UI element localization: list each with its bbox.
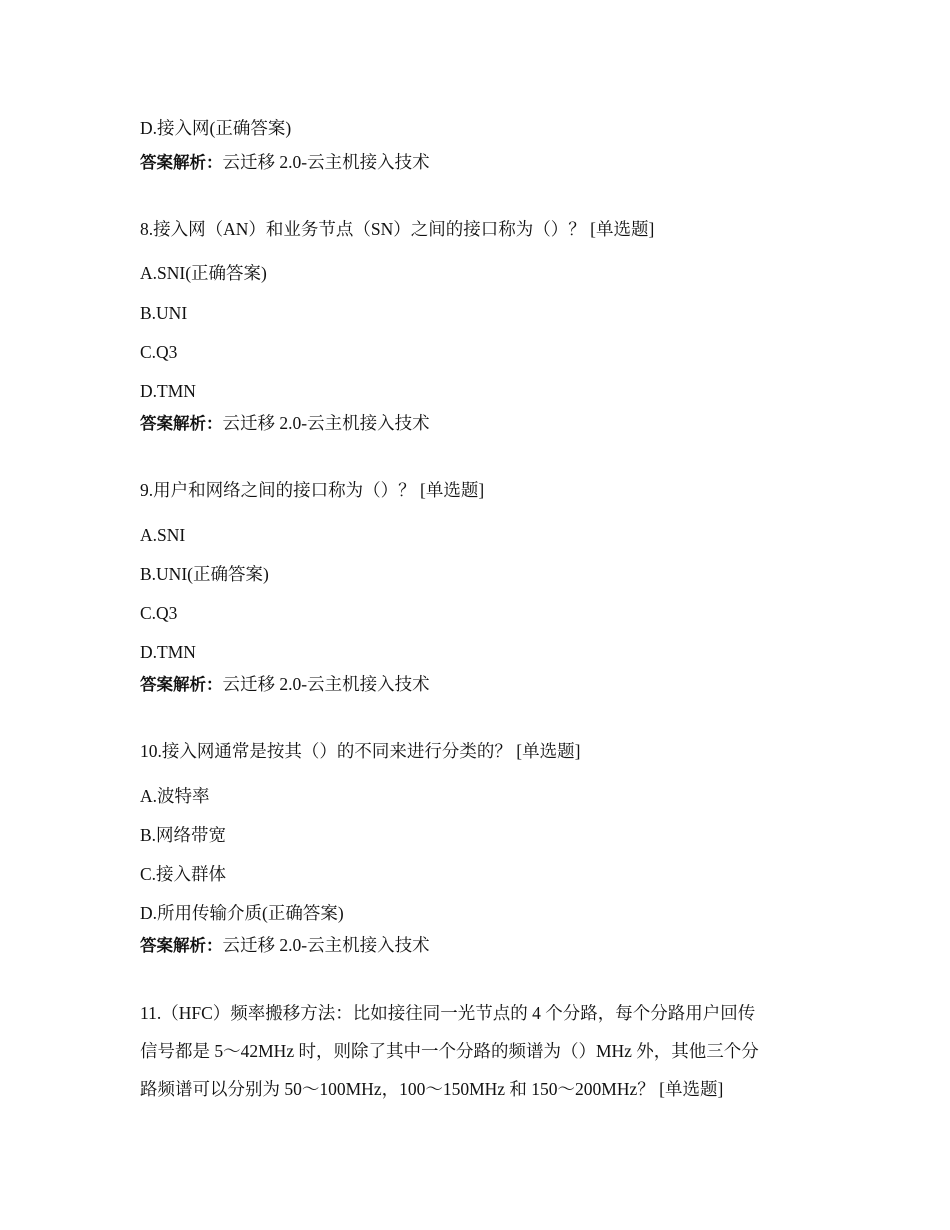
explanation-text: 云迁移 2.0-云主机接入技术 xyxy=(222,152,430,172)
answer-explanation-q9 xyxy=(140,672,430,697)
explanation-text: 云迁移 2.0-云主机接入技术 xyxy=(222,674,430,694)
explanation-text: 云迁移 2.0-云主机接入技术 xyxy=(222,413,430,433)
question-stem-11-line-1: 11.（HFC）频率搬移方法：比如接往同一光节点的 4 个分路，每个分路用户回传 xyxy=(140,1003,756,1023)
answer-explanation-q8 xyxy=(140,411,430,436)
explanation-label: 答案解析： xyxy=(140,153,223,172)
option-d-q9: D.TMN xyxy=(140,642,196,662)
option-b-q10: B.网络带宽 xyxy=(140,825,227,845)
option-a-q9: A.SNI xyxy=(140,525,186,545)
answer-explanation-q7 xyxy=(140,150,430,175)
question-stem-9: 9.用户和网络之间的接口称为（）？ [单选题] xyxy=(140,480,485,500)
explanation-label: 答案解析： xyxy=(140,414,223,433)
answer-explanation-q10 xyxy=(140,933,430,958)
option-a-q10: A.波特率 xyxy=(140,786,210,806)
explanation-label: 答案解析： xyxy=(140,675,223,694)
question-stem-11-line-3: 路频谱可以分别为 50～100MHz，100～150MHz 和 150～200MHz？ [单选题] xyxy=(140,1079,724,1099)
explanation-text: 云迁移 2.0-云主机接入技术 xyxy=(222,935,430,955)
option-d-q10: D.所用传输介质(正确答案) xyxy=(140,903,344,923)
option-c-q9: C.Q3 xyxy=(140,603,178,623)
option-d-q7: D.接入网(正确答案) xyxy=(140,118,292,138)
option-b-q9: B.UNI(正确答案) xyxy=(140,564,269,584)
question-stem-8: 8.接入网（AN）和业务节点（SN）之间的接口称为（）？ [单选题] xyxy=(140,219,655,239)
option-d-q8: D.TMN xyxy=(140,381,196,401)
option-c-q10: C.接入群体 xyxy=(140,864,227,884)
option-c-q8: C.Q3 xyxy=(140,342,178,362)
question-stem-10: 10.接入网通常是按其（）的不同来进行分类的？ [单选题] xyxy=(140,741,581,761)
option-b-q8: B.UNI xyxy=(140,303,188,323)
question-stem-11-line-2: 信号都是 5～42MHz 时，则除了其中一个分路的频谱为（）MHz 外，其他三个分 xyxy=(140,1041,759,1061)
explanation-label: 答案解析： xyxy=(140,936,223,955)
option-a-q8: A.SNI(正确答案) xyxy=(140,263,267,283)
